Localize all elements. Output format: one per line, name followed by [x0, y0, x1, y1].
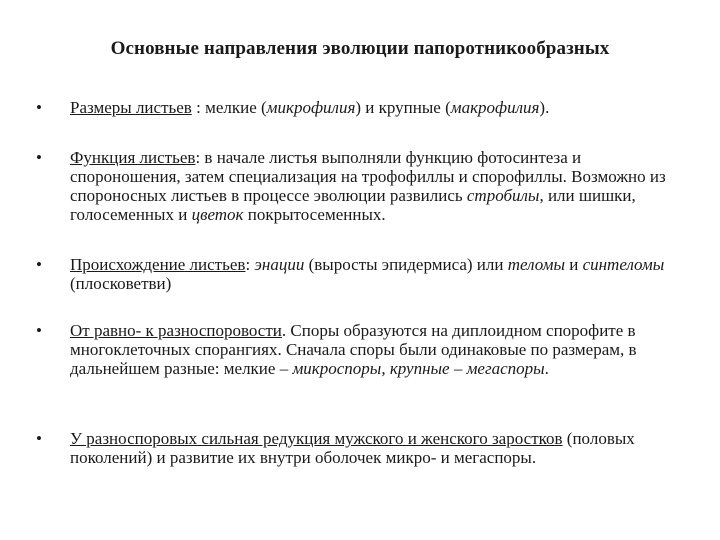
bullet-icon: •: [36, 148, 42, 167]
bullet-icon: •: [36, 255, 42, 274]
italic-term: синтеломы: [582, 255, 665, 274]
list-item-text: [70, 429, 682, 467]
text-run: ).: [539, 98, 550, 117]
text-run: , или шишки, голосеменных и: [70, 186, 636, 224]
list-item-text: [70, 98, 682, 117]
term: От равно- к разноспоровости: [70, 321, 282, 340]
italic-term: цветок: [191, 205, 244, 224]
italic-term: энации: [254, 255, 305, 274]
bullet-icon: •: [36, 98, 42, 117]
list-item-text: [70, 255, 682, 293]
term: Размеры листьев: [70, 98, 192, 117]
italic-term: микроспоры, крупные – мегаспоры: [292, 359, 545, 378]
text-run: (выросты эпидермиса) или: [304, 255, 508, 274]
italic-term: микрофилия: [266, 98, 356, 117]
text-run: и: [564, 255, 583, 274]
text-run: : в начале листья выполняли функцию фотосинтеза и спороношения, затем специализация на трофофиллы и спорофиллы. Возможно из спороносных листьев в процессе эволюции развились: [70, 148, 666, 205]
text-run: .: [544, 359, 549, 378]
term: Функция листьев: [70, 148, 196, 167]
term: Происхождение листьев: [70, 255, 246, 274]
bullet-icon: •: [36, 321, 42, 340]
italic-term: стробилы: [466, 186, 540, 205]
bullet-icon: •: [36, 429, 42, 448]
text-run: : мелкие (: [191, 98, 267, 117]
term: У разноспоровых сильная редукция мужского и женского заростков: [70, 429, 563, 448]
text-run: ) и крупные (: [355, 98, 451, 117]
text-run: покрытосеменных.: [243, 205, 386, 224]
italic-term: теломы: [507, 255, 565, 274]
list-item-text: [70, 148, 682, 224]
text-run: :: [245, 255, 255, 274]
italic-term: макрофилия: [450, 98, 540, 117]
slide-title: Основные направления эволюции папоротникообразных: [110, 38, 610, 59]
text-run: . Споры образуются на диплоидном спорофите в многоклеточных спорангиях. Сначала споры были одинаковые по размерам, в дальнейшем разные: мелкие –: [70, 321, 637, 378]
list-item-text: [70, 321, 682, 378]
text-run: (половых поколений) и развитие их внутри оболочек микро- и мегаспоры.: [70, 429, 635, 467]
text-run: (плосковетви): [70, 274, 172, 293]
